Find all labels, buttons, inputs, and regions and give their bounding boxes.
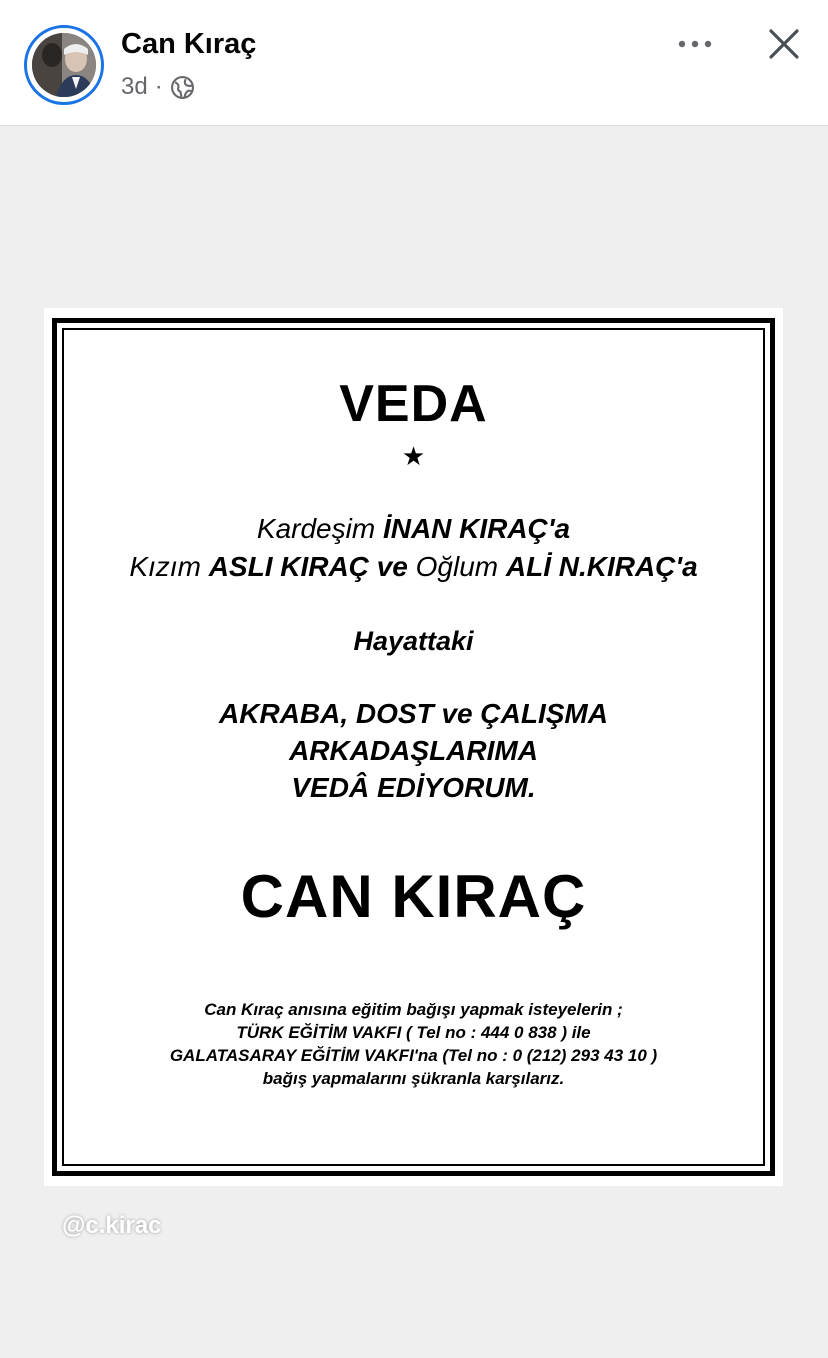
author-avatar[interactable] bbox=[24, 25, 104, 105]
post-time[interactable]: 3d bbox=[121, 73, 148, 100]
notice-line-1: Kardeşim İNAN KIRAÇ'a bbox=[256, 513, 571, 544]
donation-line-2: TÜRK EĞİTİM VAKFI ( Tel no : 444 0 838 ) ile bbox=[236, 1023, 591, 1042]
notice-line-5: ARKADAŞLARIMA bbox=[289, 735, 538, 766]
meta-separator: · bbox=[154, 73, 163, 100]
post-image[interactable] bbox=[44, 308, 783, 1186]
notice-line-6: VEDÂ EDİYORUM. bbox=[291, 772, 536, 803]
more-options-button[interactable] bbox=[672, 24, 718, 64]
donation-line-4: bağış yapmalarını şükranla karşılarız. bbox=[262, 1069, 565, 1088]
post-header bbox=[0, 0, 828, 126]
close-icon bbox=[767, 27, 801, 61]
donation-line-1: Can Kıraç anısına eğitim bağışı yapmak isteyelerin ; bbox=[204, 1000, 623, 1019]
globe-icon[interactable] bbox=[170, 75, 195, 100]
more-horizontal-icon bbox=[677, 39, 713, 49]
notice-line-4: AKRABA, DOST ve ÇALIŞMA bbox=[219, 698, 608, 729]
donation-line-3: GALATASARAY EĞİTİM VAKFI'na (Tel no : 0 (212) 293 43 10 ) bbox=[169, 1046, 658, 1065]
author-name[interactable]: Can Kıraç bbox=[121, 28, 257, 60]
notice-title: VEDA bbox=[339, 375, 488, 433]
star-icon: ★ bbox=[401, 441, 426, 471]
post-meta bbox=[121, 72, 195, 102]
watermark: @c.kirac bbox=[62, 1212, 162, 1239]
obituary-notice bbox=[44, 308, 783, 1186]
notice-signature: CAN KIRAÇ bbox=[240, 863, 587, 930]
avatar-photo bbox=[32, 33, 96, 97]
close-button[interactable] bbox=[760, 20, 808, 68]
notice-line-3: Hayattaki bbox=[353, 626, 474, 656]
notice-line-2: Kızım ASLI KIRAÇ ve Oğlum ALİ N.KIRAÇ'a bbox=[129, 551, 698, 582]
